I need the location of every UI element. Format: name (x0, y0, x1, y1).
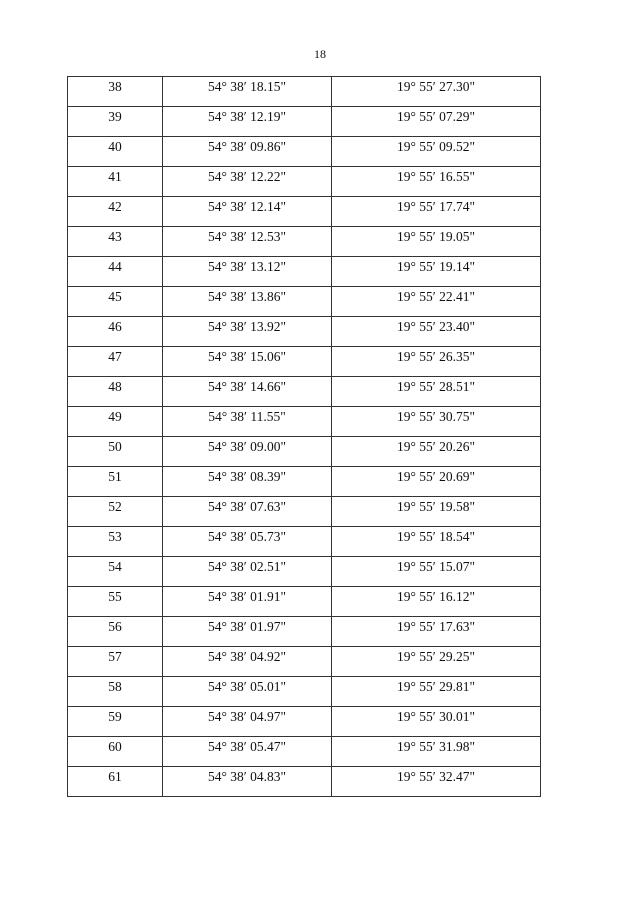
longitude-cell (332, 677, 541, 707)
point-number-cell (68, 587, 163, 617)
longitude-cell-text: 19° 55′ 30.75" (397, 409, 475, 424)
table-row (68, 497, 541, 527)
longitude-cell (332, 287, 541, 317)
table-row (68, 677, 541, 707)
longitude-cell-text: 19° 55′ 29.25" (397, 649, 475, 664)
latitude-cell (163, 677, 332, 707)
table-row (68, 587, 541, 617)
table-row (68, 227, 541, 257)
latitude-cell-text: 54° 38′ 12.22" (208, 169, 286, 184)
point-number-cell-text: 53 (108, 529, 122, 544)
point-number-cell (68, 437, 163, 467)
point-number-cell-text: 38 (108, 79, 122, 94)
longitude-cell-text: 19° 55′ 16.12" (397, 589, 475, 604)
table-row (68, 317, 541, 347)
table-row (68, 407, 541, 437)
longitude-cell (332, 557, 541, 587)
table-row (68, 167, 541, 197)
latitude-cell (163, 227, 332, 257)
latitude-cell (163, 527, 332, 557)
point-number-cell-text: 45 (108, 289, 122, 304)
longitude-cell-text: 19° 55′ 27.30" (397, 79, 475, 94)
latitude-cell-text: 54° 38′ 12.14" (208, 199, 286, 214)
latitude-cell (163, 737, 332, 767)
coordinates-table-body (68, 77, 541, 797)
latitude-cell (163, 767, 332, 797)
longitude-cell (332, 407, 541, 437)
longitude-cell-text: 19° 55′ 22.41" (397, 289, 475, 304)
latitude-cell-text: 54° 38′ 11.55" (208, 409, 286, 424)
point-number-cell (68, 647, 163, 677)
latitude-cell (163, 107, 332, 137)
latitude-cell (163, 437, 332, 467)
latitude-cell-text: 54° 38′ 05.01" (208, 679, 286, 694)
latitude-cell-text: 54° 38′ 18.15" (208, 79, 286, 94)
table-row (68, 467, 541, 497)
longitude-cell (332, 587, 541, 617)
latitude-cell-text: 54° 38′ 09.00" (208, 439, 286, 454)
longitude-cell (332, 107, 541, 137)
longitude-cell-text: 19° 55′ 17.63" (397, 619, 475, 634)
point-number-cell-text: 60 (108, 739, 122, 754)
latitude-cell-text: 54° 38′ 09.86" (208, 139, 286, 154)
latitude-cell-text: 54° 38′ 04.97" (208, 709, 286, 724)
point-number-cell (68, 347, 163, 377)
latitude-cell-text: 54° 38′ 02.51" (208, 559, 286, 574)
longitude-cell-text: 19° 55′ 32.47" (397, 769, 475, 784)
point-number-cell-text: 59 (108, 709, 122, 724)
table-row (68, 617, 541, 647)
point-number-cell-text: 55 (108, 589, 122, 604)
latitude-cell-text: 54° 38′ 13.92" (208, 319, 286, 334)
point-number-cell (68, 317, 163, 347)
latitude-cell-text: 54° 38′ 13.12" (208, 259, 286, 274)
point-number-cell-text: 56 (108, 619, 122, 634)
longitude-cell-text: 19° 55′ 19.05" (397, 229, 475, 244)
latitude-cell (163, 587, 332, 617)
point-number-cell (68, 197, 163, 227)
point-number-cell (68, 257, 163, 287)
longitude-cell (332, 647, 541, 677)
table-row (68, 737, 541, 767)
point-number-cell-text: 57 (108, 649, 122, 664)
page-number: 18 (314, 47, 326, 61)
longitude-cell-text: 19° 55′ 20.69" (397, 469, 475, 484)
longitude-cell (332, 167, 541, 197)
longitude-cell-text: 19° 55′ 15.07" (397, 559, 475, 574)
longitude-cell-text: 19° 55′ 23.40" (397, 319, 475, 334)
latitude-cell (163, 197, 332, 227)
longitude-cell (332, 77, 541, 107)
point-number-cell (68, 107, 163, 137)
latitude-cell-text: 54° 38′ 08.39" (208, 469, 286, 484)
point-number-cell-text: 50 (108, 439, 122, 454)
latitude-cell (163, 377, 332, 407)
latitude-cell-text: 54° 38′ 01.97" (208, 619, 286, 634)
table-row (68, 347, 541, 377)
latitude-cell (163, 137, 332, 167)
latitude-cell (163, 557, 332, 587)
point-number-cell (68, 767, 163, 797)
table-row (68, 77, 541, 107)
point-number-cell (68, 617, 163, 647)
longitude-cell-text: 19° 55′ 18.54" (397, 529, 475, 544)
latitude-cell-text: 54° 38′ 12.19" (208, 109, 286, 124)
point-number-cell-text: 47 (108, 349, 122, 364)
longitude-cell-text: 19° 55′ 28.51" (397, 379, 475, 394)
longitude-cell (332, 197, 541, 227)
latitude-cell (163, 257, 332, 287)
point-number-cell (68, 737, 163, 767)
latitude-cell (163, 407, 332, 437)
point-number-cell-text: 39 (108, 109, 122, 124)
point-number-cell-text: 49 (108, 409, 122, 424)
longitude-cell (332, 527, 541, 557)
longitude-cell (332, 767, 541, 797)
point-number-cell (68, 677, 163, 707)
latitude-cell (163, 497, 332, 527)
latitude-cell-text: 54° 38′ 01.91" (208, 589, 286, 604)
longitude-cell (332, 437, 541, 467)
longitude-cell (332, 317, 541, 347)
latitude-cell (163, 647, 332, 677)
longitude-cell (332, 707, 541, 737)
longitude-cell (332, 347, 541, 377)
point-number-cell (68, 137, 163, 167)
table-row (68, 377, 541, 407)
point-number-cell-text: 41 (108, 169, 122, 184)
latitude-cell-text: 54° 38′ 04.83" (208, 769, 286, 784)
table-row (68, 707, 541, 737)
point-number-cell (68, 497, 163, 527)
latitude-cell (163, 317, 332, 347)
table-row (68, 107, 541, 137)
latitude-cell (163, 287, 332, 317)
latitude-cell (163, 707, 332, 737)
longitude-cell (332, 227, 541, 257)
table-row (68, 287, 541, 317)
longitude-cell (332, 257, 541, 287)
longitude-cell (332, 377, 541, 407)
table-row (68, 527, 541, 557)
table-row (68, 437, 541, 467)
point-number-cell-text: 46 (108, 319, 122, 334)
latitude-cell-text: 54° 38′ 13.86" (208, 289, 286, 304)
longitude-cell-text: 19° 55′ 07.29" (397, 109, 475, 124)
point-number-cell (68, 707, 163, 737)
latitude-cell-text: 54° 38′ 07.63" (208, 499, 286, 514)
latitude-cell-text: 54° 38′ 15.06" (208, 349, 286, 364)
table-row (68, 767, 541, 797)
table-row (68, 557, 541, 587)
longitude-cell (332, 497, 541, 527)
longitude-cell-text: 19° 55′ 09.52" (397, 139, 475, 154)
point-number-cell (68, 227, 163, 257)
longitude-cell (332, 737, 541, 767)
latitude-cell (163, 167, 332, 197)
point-number-cell (68, 467, 163, 497)
longitude-cell-text: 19° 55′ 19.58" (397, 499, 475, 514)
latitude-cell-text: 54° 38′ 12.53" (208, 229, 286, 244)
point-number-cell-text: 61 (108, 769, 122, 784)
coordinates-table (67, 76, 541, 797)
longitude-cell (332, 137, 541, 167)
point-number-cell (68, 287, 163, 317)
longitude-cell-text: 19° 55′ 31.98" (397, 739, 475, 754)
longitude-cell-text: 19° 55′ 17.74" (397, 199, 475, 214)
latitude-cell-text: 54° 38′ 05.73" (208, 529, 286, 544)
latitude-cell-text: 54° 38′ 04.92" (208, 649, 286, 664)
table-row (68, 137, 541, 167)
table-row (68, 257, 541, 287)
point-number-cell-text: 54 (108, 559, 122, 574)
point-number-cell-text: 42 (108, 199, 122, 214)
latitude-cell (163, 347, 332, 377)
longitude-cell-text: 19° 55′ 20.26" (397, 439, 475, 454)
point-number-cell-text: 44 (108, 259, 122, 274)
latitude-cell-text: 54° 38′ 05.47" (208, 739, 286, 754)
latitude-cell (163, 467, 332, 497)
longitude-cell-text: 19° 55′ 30.01" (397, 709, 475, 724)
point-number-cell-text: 48 (108, 379, 122, 394)
point-number-cell-text: 40 (108, 139, 122, 154)
point-number-cell (68, 167, 163, 197)
table-row (68, 647, 541, 677)
latitude-cell (163, 617, 332, 647)
longitude-cell (332, 617, 541, 647)
table-row (68, 197, 541, 227)
point-number-cell-text: 43 (108, 229, 122, 244)
point-number-cell-text: 52 (108, 499, 122, 514)
point-number-cell-text: 51 (108, 469, 122, 484)
longitude-cell-text: 19° 55′ 29.81" (397, 679, 475, 694)
point-number-cell (68, 527, 163, 557)
longitude-cell (332, 467, 541, 497)
point-number-cell (68, 557, 163, 587)
latitude-cell-text: 54° 38′ 14.66" (208, 379, 286, 394)
longitude-cell-text: 19° 55′ 19.14" (397, 259, 475, 274)
latitude-cell (163, 77, 332, 107)
longitude-cell-text: 19° 55′ 16.55" (397, 169, 475, 184)
point-number-cell (68, 77, 163, 107)
point-number-cell (68, 407, 163, 437)
point-number-cell-text: 58 (108, 679, 122, 694)
longitude-cell-text: 19° 55′ 26.35" (397, 349, 475, 364)
point-number-cell (68, 377, 163, 407)
